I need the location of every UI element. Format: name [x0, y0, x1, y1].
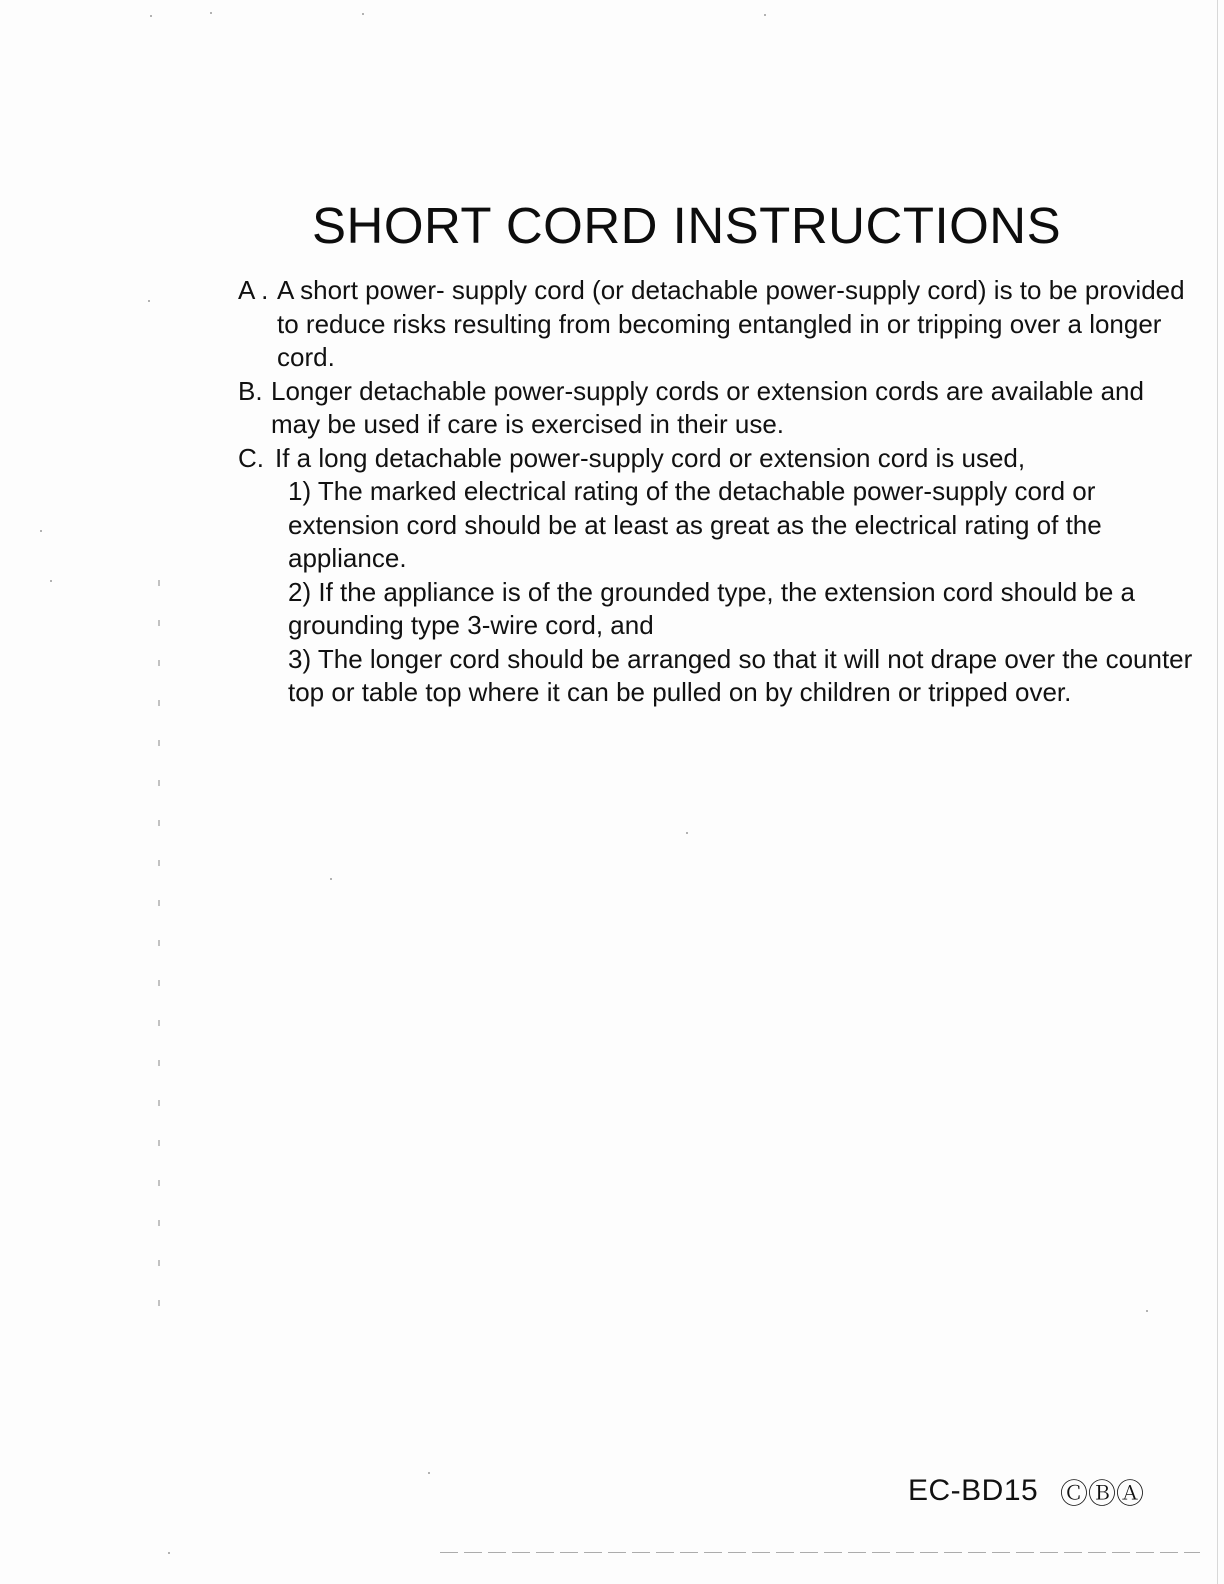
- instruction-item-c: [238, 442, 1198, 476]
- model-code: EC-BD15: [908, 1474, 1039, 1507]
- item-marker: A .: [238, 275, 269, 305]
- scan-edge: [1217, 0, 1218, 1584]
- scan-speck: [362, 13, 364, 15]
- scan-speck: [148, 300, 150, 302]
- item-text: Longer detachable power-supply cords or extension cords are available and may be used if care is exercised in their use.: [271, 375, 1144, 439]
- item-text: If a long detachable power-supply cord or extension cord is used,: [275, 442, 1026, 473]
- scan-speck: [764, 14, 766, 16]
- certification-marks: ⒸⒷⒶ: [1060, 1478, 1145, 1509]
- scan-artifact-bottom: [440, 1552, 1200, 1553]
- sub-item-1: 1) The marked electrical rating of the detachable power-supply cord or extension cord should be at least as great as the electrical rating of the appliance.: [288, 476, 1102, 573]
- instruction-item-a: [238, 274, 1198, 375]
- item-marker: B.: [238, 375, 263, 406]
- sub-item-2: 2) If the appliance is of the grounded type, the extension cord should be a grounding type 3-wire cord, and: [288, 576, 1136, 640]
- scan-speck: [1146, 1310, 1148, 1312]
- scan-speck: [40, 530, 42, 532]
- sub-item-3: 3) The longer cord should be arranged so that it will not drape over the counter top or table top where it can be pulled on by children or tripped over.: [288, 643, 1193, 707]
- instructions-body: [238, 274, 1198, 710]
- scan-speck: [150, 15, 152, 17]
- page-title: SHORT CORD INSTRUCTIONS: [312, 197, 1062, 254]
- scan-speck: [428, 1472, 430, 1474]
- item-marker: C.: [238, 442, 264, 473]
- scan-speck: [210, 12, 212, 14]
- scan-speck: [168, 1552, 170, 1554]
- scan-artifact-left: [158, 580, 160, 1320]
- item-text: A short power- supply cord (or detachable power-supply cord) is to be provided to reduce risks resulting from becoming entangled in or tripping over a longer cord.: [277, 275, 1185, 372]
- scan-speck: [686, 832, 688, 834]
- sub-item-list: [238, 475, 1198, 710]
- scan-speck: [50, 580, 52, 582]
- instruction-item-b: [238, 375, 1198, 442]
- scan-speck: [330, 878, 332, 880]
